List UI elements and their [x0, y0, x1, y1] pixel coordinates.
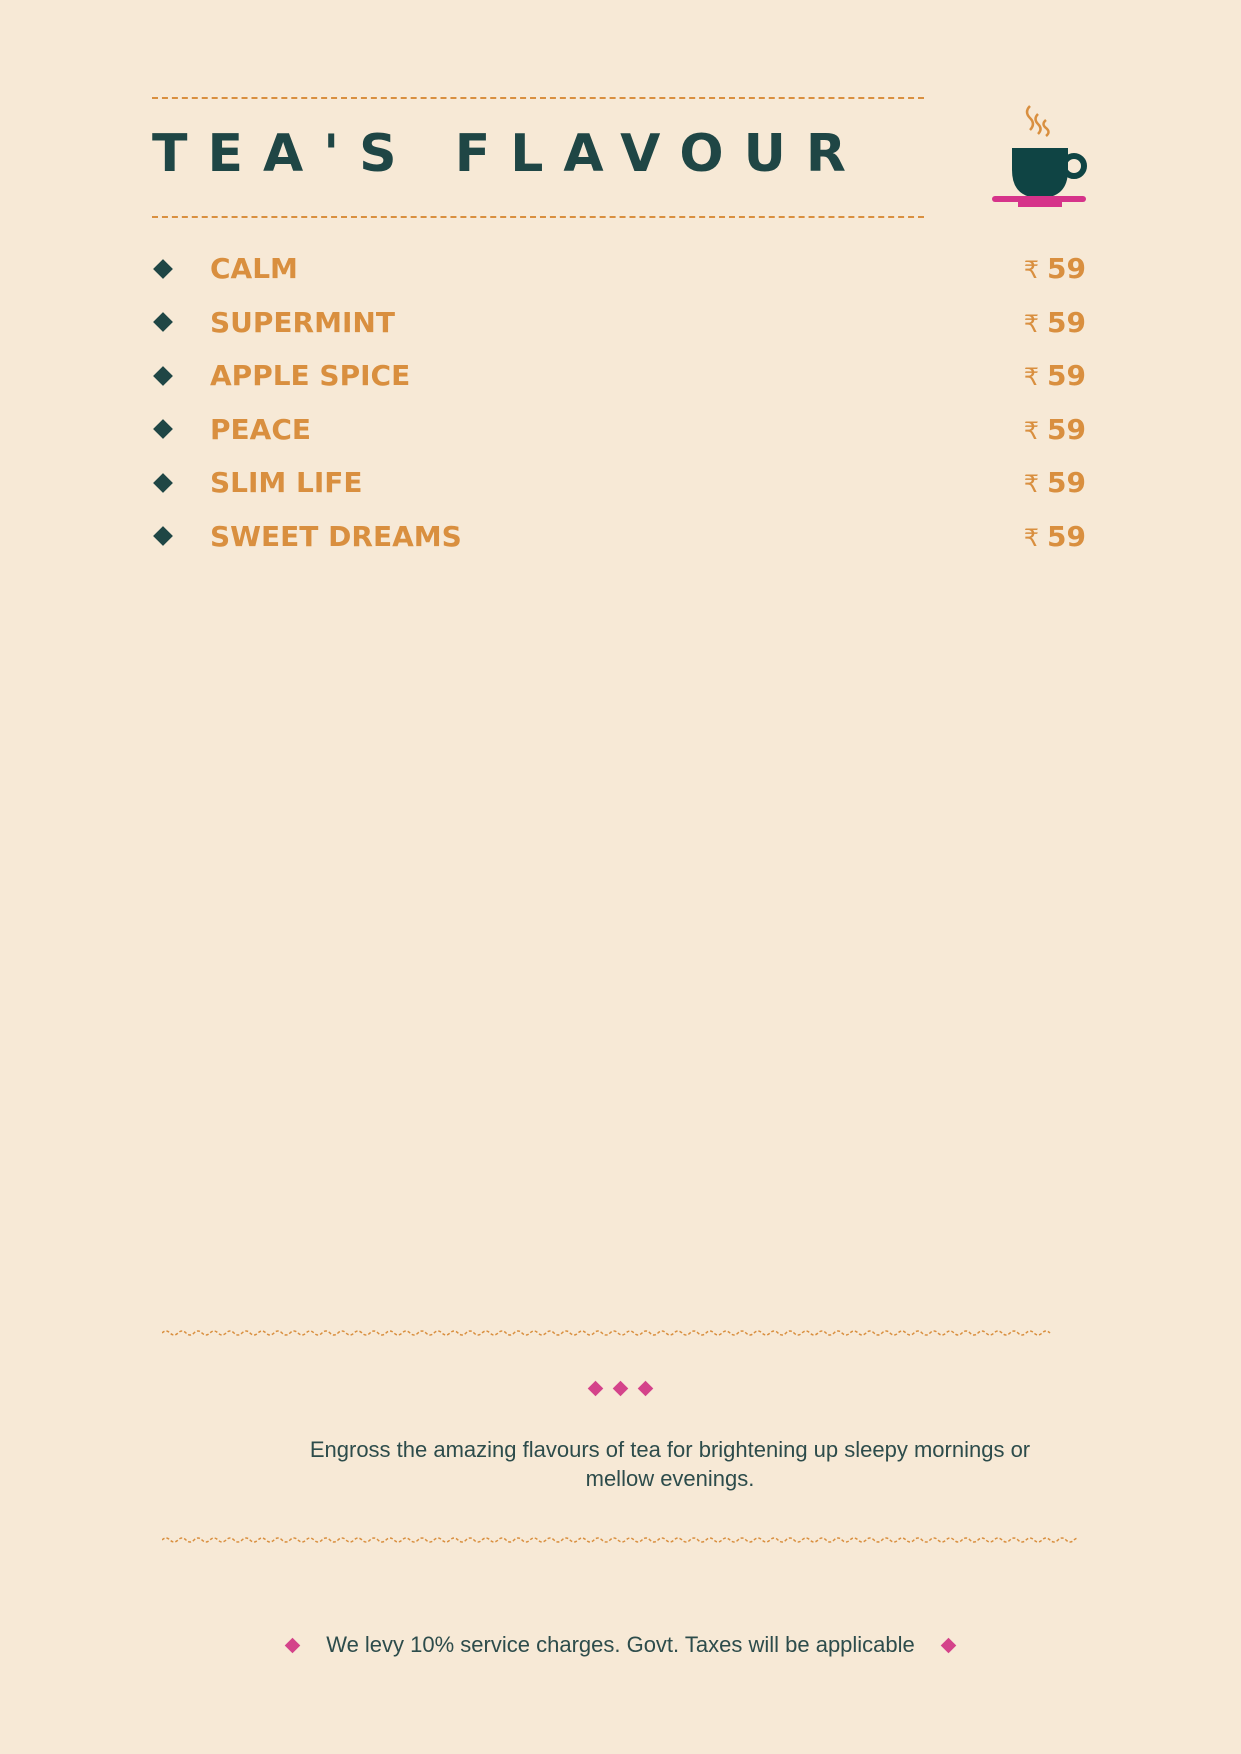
wavy-divider-bottom — [162, 1535, 1077, 1545]
item-price — [1024, 359, 1086, 392]
list-item — [152, 242, 1086, 296]
item-price — [1024, 306, 1086, 339]
diamond-icon — [941, 1637, 957, 1653]
item-price — [1024, 466, 1086, 499]
rupee-symbol: ₹ — [1023, 309, 1040, 338]
rupee-symbol: ₹ — [1023, 256, 1040, 285]
item-name: APPLE SPICE — [210, 359, 411, 393]
diamond-bullet-icon — [153, 473, 173, 493]
item-name: SUPERMINT — [210, 305, 395, 339]
list-item — [152, 349, 1086, 403]
rupee-symbol: ₹ — [1023, 363, 1040, 392]
diamond-icon — [613, 1381, 629, 1397]
item-name: PEACE — [210, 412, 311, 446]
page-title: TEA'S FLAVOUR — [152, 124, 866, 184]
top-divider — [152, 97, 924, 99]
tea-cup-icon — [988, 104, 1088, 214]
rupee-symbol: ₹ — [1023, 523, 1040, 552]
item-price — [1024, 413, 1086, 446]
diamond-icon — [285, 1637, 301, 1653]
wavy-divider-top — [162, 1328, 1077, 1338]
item-price — [1024, 520, 1086, 553]
diamond-bullet-icon — [153, 526, 173, 546]
list-item — [152, 403, 1086, 457]
title-divider — [152, 216, 924, 218]
tagline: Engross the amazing flavours of tea for brightening up sleepy mornings or mellow evenings. — [309, 1437, 1031, 1491]
footer-note — [0, 1632, 1241, 1658]
list-item — [152, 456, 1086, 510]
rupee-symbol: ₹ — [1023, 416, 1040, 445]
item-name: CALM — [210, 252, 298, 286]
rupee-symbol: ₹ — [1023, 470, 1040, 499]
list-item — [152, 296, 1086, 350]
diamond-bullet-icon — [153, 419, 173, 439]
list-item — [152, 510, 1086, 564]
diamond-bullet-icon — [153, 259, 173, 279]
menu-list — [152, 242, 1086, 563]
item-name: SLIM LIFE — [210, 466, 363, 500]
price-value: 59 — [1047, 305, 1086, 339]
diamond-icon — [588, 1381, 604, 1397]
decorative-diamonds — [0, 1383, 1241, 1394]
item-price — [1024, 252, 1086, 285]
price-value: 59 — [1047, 252, 1086, 286]
price-value: 59 — [1047, 359, 1086, 393]
footer-text: We levy 10% service charges. Govt. Taxes will be applicable — [326, 1632, 915, 1657]
diamond-bullet-icon — [153, 312, 173, 332]
item-name: SWEET DREAMS — [210, 519, 462, 553]
price-value: 59 — [1047, 466, 1086, 500]
price-value: 59 — [1047, 519, 1086, 553]
price-value: 59 — [1047, 412, 1086, 446]
diamond-bullet-icon — [153, 366, 173, 386]
diamond-icon — [638, 1381, 654, 1397]
